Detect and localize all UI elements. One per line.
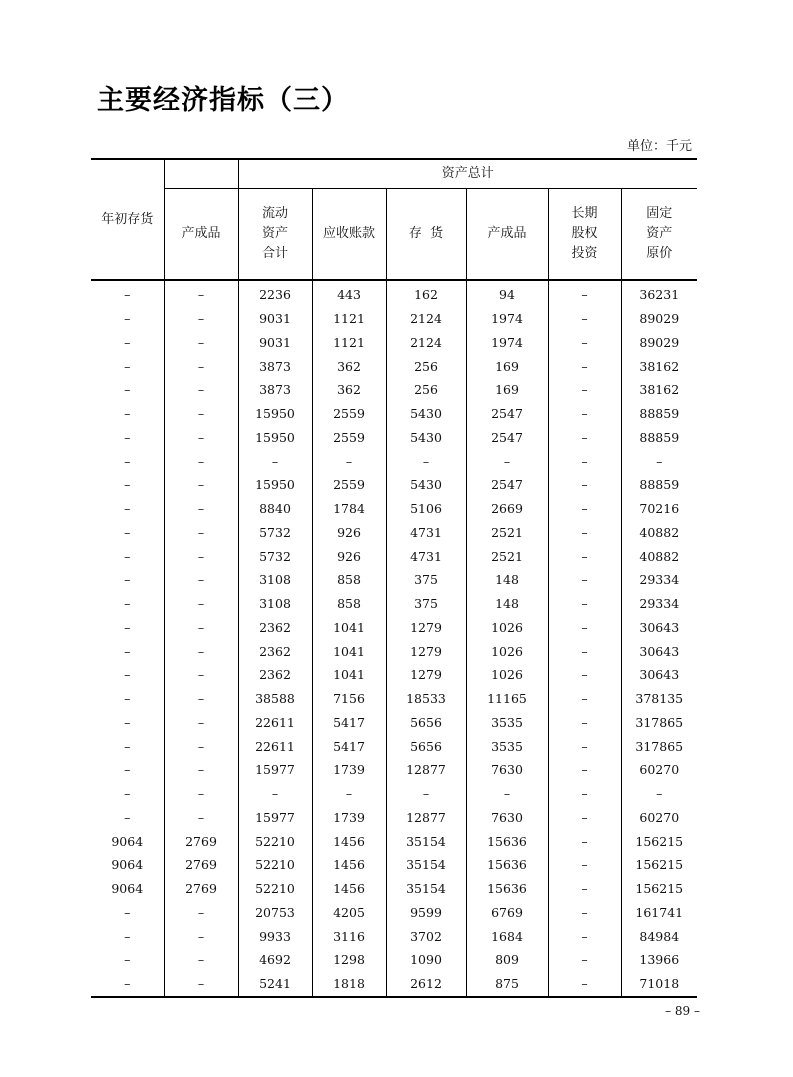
- table-cell: 2547: [466, 426, 548, 450]
- table-cell: 9064: [111, 833, 144, 849]
- table-cell: –: [466, 782, 548, 806]
- table-cell: 1026: [466, 663, 548, 687]
- table-cell: 443: [312, 280, 386, 307]
- table-cell: –: [124, 358, 131, 374]
- table-cell: –: [164, 378, 238, 402]
- table-cell: 148: [466, 592, 548, 616]
- table-cell: 9031: [238, 307, 312, 331]
- table-cell: 20753: [238, 901, 312, 925]
- table-cell: –: [164, 521, 238, 545]
- table-cell: 12877: [386, 758, 466, 782]
- table-cell: 5417: [312, 734, 386, 758]
- table-cell: 5732: [238, 544, 312, 568]
- table-cell: –: [548, 972, 621, 997]
- table-row: [91, 901, 697, 925]
- table-cell: 2547: [466, 473, 548, 497]
- table-cell: –: [164, 280, 238, 307]
- table-cell: –: [164, 449, 238, 473]
- table-cell: 29334: [621, 592, 697, 616]
- table-cell: 5417: [312, 711, 386, 735]
- table-row: [91, 544, 697, 568]
- table-cell: 169: [466, 378, 548, 402]
- table-cell: 156215: [621, 877, 697, 901]
- table-cell: 88859: [621, 402, 697, 426]
- table-cell: 2521: [466, 521, 548, 545]
- table-cell: 18533: [386, 687, 466, 711]
- table-cell: –: [164, 806, 238, 830]
- table-cell: 52210: [238, 853, 312, 877]
- table-cell: –: [238, 449, 312, 473]
- table-cell: 30643: [621, 639, 697, 663]
- table-cell: 2559: [312, 402, 386, 426]
- table-cell: 9933: [238, 924, 312, 948]
- table-cell: –: [124, 477, 131, 493]
- table-cell: 1279: [386, 639, 466, 663]
- table-row: [91, 497, 697, 521]
- table-cell: –: [548, 687, 621, 711]
- table-cell: –: [548, 354, 621, 378]
- table-cell: –: [621, 782, 697, 806]
- table-cell: 29334: [621, 568, 697, 592]
- table-cell: –: [548, 402, 621, 426]
- table-cell: 362: [312, 354, 386, 378]
- table-cell: 256: [386, 378, 466, 402]
- table-cell: –: [164, 924, 238, 948]
- table-cell: –: [164, 687, 238, 711]
- table-cell: –: [164, 473, 238, 497]
- table-cell: 11165: [466, 687, 548, 711]
- table-cell: –: [124, 762, 131, 778]
- table-cell: 38162: [621, 354, 697, 378]
- table-cell: 52210: [238, 877, 312, 901]
- table-cell: 1041: [312, 639, 386, 663]
- table-cell: 161741: [621, 901, 697, 925]
- table-cell: –: [548, 853, 621, 877]
- table-cell: –: [548, 544, 621, 568]
- table-cell: 3535: [466, 734, 548, 758]
- table-cell: 15977: [238, 758, 312, 782]
- table-cell: –: [124, 738, 131, 754]
- table-cell: 6769: [466, 901, 548, 925]
- table-cell: 5656: [386, 734, 466, 758]
- table-cell: –: [164, 639, 238, 663]
- table-row: [91, 402, 697, 426]
- table-cell: 1298: [312, 948, 386, 972]
- table-row: [91, 639, 697, 663]
- table-cell: –: [124, 952, 131, 968]
- table-cell: –: [164, 402, 238, 426]
- table-cell: –: [164, 663, 238, 687]
- table-row: [91, 378, 697, 402]
- table-cell: 89029: [621, 307, 697, 331]
- table-cell: –: [124, 667, 131, 683]
- table-cell: 1684: [466, 924, 548, 948]
- table-cell: –: [124, 311, 131, 327]
- table-cell: 88859: [621, 426, 697, 450]
- table-cell: 5732: [238, 521, 312, 545]
- table-cell: –: [466, 449, 548, 473]
- table-cell: –: [124, 928, 131, 944]
- table-cell: 926: [312, 544, 386, 568]
- table-row: [91, 924, 697, 948]
- header-inventory: 存 货: [386, 189, 466, 281]
- table-cell: 5430: [386, 473, 466, 497]
- table-cell: 38588: [238, 687, 312, 711]
- table-cell: –: [548, 924, 621, 948]
- table-cell: –: [164, 758, 238, 782]
- table-row: [91, 307, 697, 331]
- table-cell: –: [548, 948, 621, 972]
- table-cell: 3108: [238, 568, 312, 592]
- table-cell: –: [548, 877, 621, 901]
- table-cell: 317865: [621, 711, 697, 735]
- table-cell: 15950: [238, 473, 312, 497]
- table-row: [91, 782, 697, 806]
- table-cell: –: [164, 948, 238, 972]
- table-cell: 5656: [386, 711, 466, 735]
- table-cell: 30643: [621, 616, 697, 640]
- table-cell: 4731: [386, 544, 466, 568]
- table-cell: –: [164, 331, 238, 355]
- table-cell: 2769: [164, 877, 238, 901]
- table-cell: 1739: [312, 806, 386, 830]
- table-cell: 809: [466, 948, 548, 972]
- table-cell: 7156: [312, 687, 386, 711]
- table-cell: –: [91, 972, 164, 997]
- table-cell: –: [548, 711, 621, 735]
- table-cell: 15636: [466, 829, 548, 853]
- table-cell: 22611: [238, 711, 312, 735]
- table-cell: 256: [386, 354, 466, 378]
- table-cell: –: [386, 782, 466, 806]
- table-cell: 1279: [386, 663, 466, 687]
- table-cell: –: [124, 287, 131, 303]
- table-cell: 1739: [312, 758, 386, 782]
- table-cell: 1456: [312, 877, 386, 901]
- table-cell: 38162: [621, 378, 697, 402]
- table-cell: –: [124, 596, 131, 612]
- table-cell: 4205: [312, 901, 386, 925]
- table-cell: 1041: [312, 616, 386, 640]
- page-number: – 89 –: [665, 1004, 700, 1018]
- table-cell: –: [164, 711, 238, 735]
- table-cell: –: [548, 280, 621, 307]
- table-cell: 1026: [466, 639, 548, 663]
- table-row: [91, 853, 697, 877]
- economic-indicators-table: [91, 158, 697, 998]
- header-long-term-equity: 长期 股权 投资: [548, 189, 621, 281]
- table-cell: 9064: [111, 857, 144, 873]
- table-cell: 3116: [312, 924, 386, 948]
- table-cell: –: [164, 426, 238, 450]
- table-cell: 60270: [621, 806, 697, 830]
- table-cell: –: [124, 809, 131, 825]
- table-cell: 9064: [111, 881, 144, 897]
- table-row: [91, 687, 697, 711]
- table-cell: 7630: [466, 758, 548, 782]
- table-cell: 1026: [466, 616, 548, 640]
- table-cell: –: [548, 426, 621, 450]
- table-cell: 3535: [466, 711, 548, 735]
- header-finished-goods-opening: 产成品: [164, 189, 238, 281]
- table-cell: –: [124, 691, 131, 707]
- table-cell: 317865: [621, 734, 697, 758]
- table-cell: 70216: [621, 497, 697, 521]
- table-row: [91, 616, 697, 640]
- table-cell: 375: [386, 568, 466, 592]
- table-cell: 3873: [238, 378, 312, 402]
- table-row: [91, 806, 697, 830]
- table-cell: 378135: [621, 687, 697, 711]
- table-cell: 3873: [238, 354, 312, 378]
- table-cell: 15977: [238, 806, 312, 830]
- table-row: [91, 449, 697, 473]
- table-row: [91, 972, 697, 997]
- table-row: [91, 331, 697, 355]
- table-cell: 926: [312, 521, 386, 545]
- table-row: [91, 426, 697, 450]
- table-cell: 22611: [238, 734, 312, 758]
- table-cell: 162: [386, 280, 466, 307]
- table-cell: 89029: [621, 331, 697, 355]
- table-cell: 84984: [621, 924, 697, 948]
- header-total-assets: 资产总计: [238, 159, 697, 189]
- table-cell: –: [124, 714, 131, 730]
- table-cell: 9031: [238, 331, 312, 355]
- table-row: [91, 280, 697, 307]
- table-cell: 2669: [466, 497, 548, 521]
- table-cell: 12877: [386, 806, 466, 830]
- header-accounts-receivable: 应收账款: [312, 189, 386, 281]
- table-cell: 7630: [466, 806, 548, 830]
- table-cell: –: [548, 663, 621, 687]
- table-cell: 88859: [621, 473, 697, 497]
- table-row: [91, 877, 697, 901]
- table-cell: 5106: [386, 497, 466, 521]
- table-body: [91, 280, 697, 997]
- table-cell: –: [548, 378, 621, 402]
- table-cell: 858: [312, 592, 386, 616]
- header-current-assets: 流动 资产 合计: [238, 189, 312, 281]
- table-cell: 858: [312, 568, 386, 592]
- table-cell: 375: [386, 592, 466, 616]
- table-cell: 13966: [621, 948, 697, 972]
- table-cell: 1121: [312, 307, 386, 331]
- table-cell: –: [548, 592, 621, 616]
- header-fixed-assets: 固定 资产 原价: [621, 189, 697, 281]
- table-cell: –: [548, 521, 621, 545]
- table-cell: 1456: [312, 853, 386, 877]
- table-cell: 1090: [386, 948, 466, 972]
- table-cell: 362: [312, 378, 386, 402]
- table-cell: –: [164, 734, 238, 758]
- table-row: [91, 354, 697, 378]
- table-cell: –: [312, 782, 386, 806]
- table-cell: –: [548, 758, 621, 782]
- table-cell: –: [164, 901, 238, 925]
- table-cell: 5430: [386, 402, 466, 426]
- unit-label: 单位：千元: [626, 139, 692, 154]
- table-cell: –: [124, 382, 131, 398]
- table-cell: 1041: [312, 663, 386, 687]
- table-cell: –: [124, 501, 131, 517]
- table-cell: 1121: [312, 331, 386, 355]
- header-opening-inventory: 年初存货: [91, 159, 164, 280]
- table-cell: 1974: [466, 307, 548, 331]
- table-cell: 2547: [466, 402, 548, 426]
- table-cell: –: [124, 334, 131, 350]
- table-cell: 36231: [621, 280, 697, 307]
- table-cell: –: [164, 568, 238, 592]
- table-cell: 148: [466, 568, 548, 592]
- table-cell: 2521: [466, 544, 548, 568]
- table-cell: –: [621, 449, 697, 473]
- table-cell: –: [124, 643, 131, 659]
- table-cell: –: [124, 429, 131, 445]
- table-row: [91, 592, 697, 616]
- table-cell: 2362: [238, 663, 312, 687]
- table-row: [91, 758, 697, 782]
- table-cell: 35154: [386, 829, 466, 853]
- table-cell: 30643: [621, 663, 697, 687]
- table-cell: –: [548, 901, 621, 925]
- table-cell: 2769: [164, 829, 238, 853]
- table-cell: 156215: [621, 829, 697, 853]
- table-cell: –: [164, 307, 238, 331]
- table-cell: –: [548, 473, 621, 497]
- table-row: [91, 734, 697, 758]
- header-finished-goods: 产成品: [466, 189, 548, 281]
- table-cell: 2124: [386, 331, 466, 355]
- table-cell: 9599: [386, 901, 466, 925]
- table-cell: 2124: [386, 307, 466, 331]
- table-cell: 3702: [386, 924, 466, 948]
- table-row: [91, 829, 697, 853]
- table-cell: –: [548, 734, 621, 758]
- table-cell: 156215: [621, 853, 697, 877]
- table-cell: –: [164, 354, 238, 378]
- table-cell: –: [164, 616, 238, 640]
- table-cell: 4692: [238, 948, 312, 972]
- table-cell: 1456: [312, 829, 386, 853]
- table-cell: –: [548, 449, 621, 473]
- table-cell: –: [548, 331, 621, 355]
- table-cell: –: [164, 592, 238, 616]
- header-blank: [164, 159, 238, 189]
- table-cell: 2612: [386, 972, 466, 997]
- table-cell: 1818: [312, 972, 386, 997]
- table-cell: 71018: [621, 972, 697, 997]
- table-cell: 3108: [238, 592, 312, 616]
- table-cell: 1974: [466, 331, 548, 355]
- table-cell: 40882: [621, 521, 697, 545]
- table-cell: –: [164, 497, 238, 521]
- table-cell: –: [548, 829, 621, 853]
- table-cell: 15950: [238, 402, 312, 426]
- table-cell: –: [548, 806, 621, 830]
- table-cell: 2559: [312, 426, 386, 450]
- table-row: [91, 473, 697, 497]
- table-cell: –: [124, 786, 131, 802]
- table-cell: 40882: [621, 544, 697, 568]
- table-cell: 5241: [238, 972, 312, 997]
- table-cell: 94: [466, 280, 548, 307]
- table-cell: –: [124, 524, 131, 540]
- table-cell: –: [548, 616, 621, 640]
- table-row: [91, 521, 697, 545]
- table-cell: 8840: [238, 497, 312, 521]
- table-cell: 4731: [386, 521, 466, 545]
- table-cell: 52210: [238, 829, 312, 853]
- table-row: [91, 711, 697, 735]
- table-cell: –: [548, 782, 621, 806]
- table-cell: –: [164, 782, 238, 806]
- table-row: [91, 663, 697, 687]
- table-cell: –: [548, 307, 621, 331]
- table-cell: 2236: [238, 280, 312, 307]
- table-cell: –: [548, 639, 621, 663]
- table-cell: 1279: [386, 616, 466, 640]
- table-cell: –: [312, 449, 386, 473]
- table-cell: 35154: [386, 853, 466, 877]
- table-row: [91, 948, 697, 972]
- table-cell: 15636: [466, 853, 548, 877]
- table-cell: –: [164, 544, 238, 568]
- table-cell: –: [124, 453, 131, 469]
- table-cell: –: [124, 406, 131, 422]
- table-cell: –: [548, 497, 621, 521]
- table-cell: 5430: [386, 426, 466, 450]
- table-cell: –: [124, 619, 131, 635]
- table-cell: –: [124, 548, 131, 564]
- table-cell: –: [548, 568, 621, 592]
- table-cell: 15636: [466, 877, 548, 901]
- table-cell: 2769: [164, 853, 238, 877]
- table-cell: 2362: [238, 639, 312, 663]
- table-cell: 875: [466, 972, 548, 997]
- table-cell: 35154: [386, 877, 466, 901]
- table-cell: –: [124, 572, 131, 588]
- table-cell: 60270: [621, 758, 697, 782]
- table-cell: –: [164, 972, 238, 997]
- table-row: [91, 568, 697, 592]
- table-cell: –: [386, 449, 466, 473]
- page-title: 主要经济指标（三）: [97, 85, 349, 116]
- table-cell: 169: [466, 354, 548, 378]
- table-cell: –: [238, 782, 312, 806]
- table-cell: 15950: [238, 426, 312, 450]
- table-cell: 1784: [312, 497, 386, 521]
- table-cell: 2559: [312, 473, 386, 497]
- table-cell: 2362: [238, 616, 312, 640]
- table-cell: –: [124, 904, 131, 920]
